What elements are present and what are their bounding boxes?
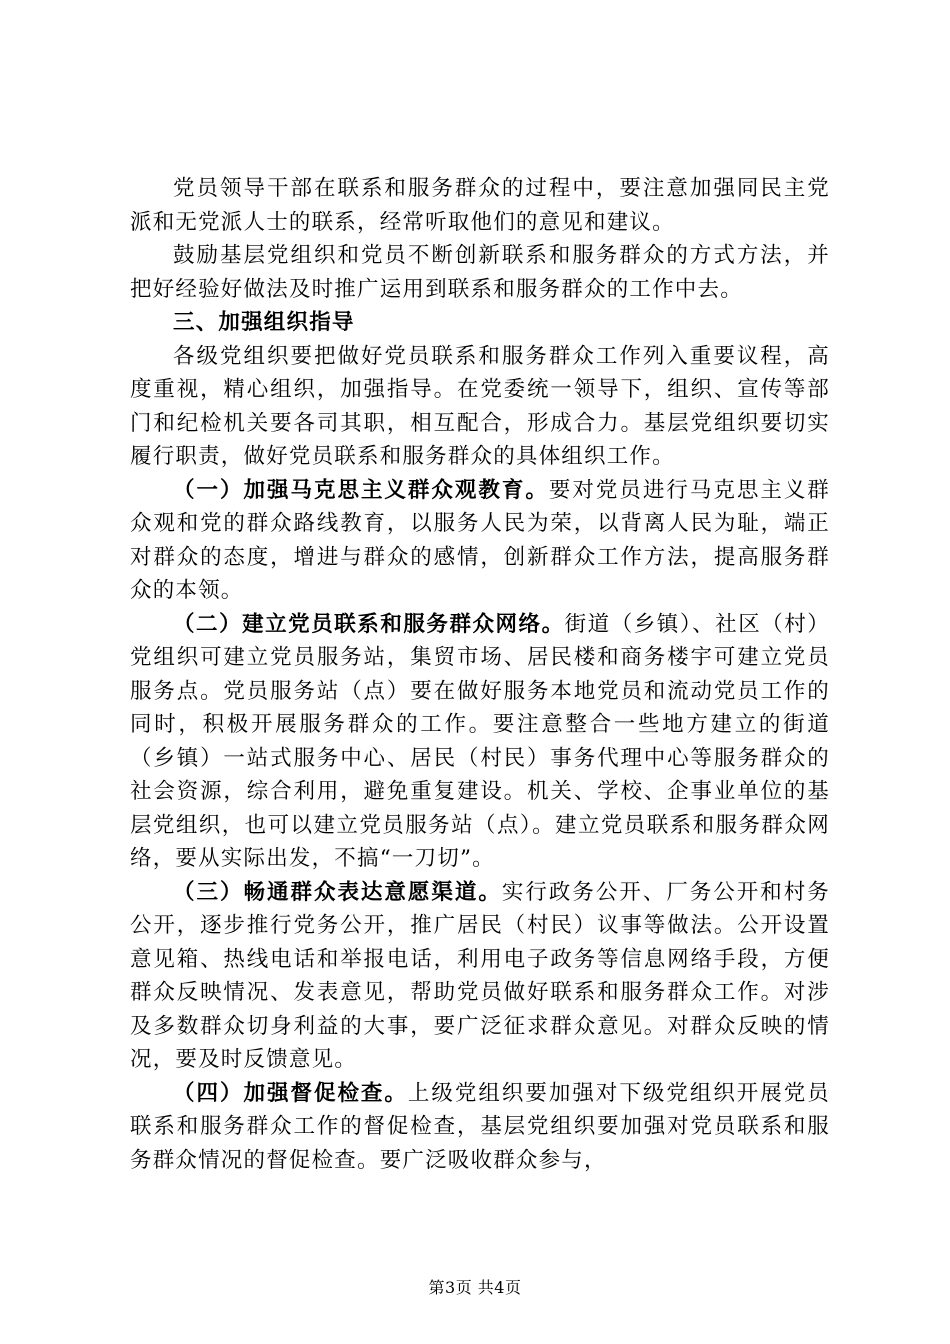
paragraph-7 (130, 1077, 830, 1178)
paragraph-7-text: 上级党组织要加强对下级党组织开展党员联系和服务群众工作的督促检查，基层党组织要加强对党员联系和服务群众情况的督促检查。要广泛吸收群众参与， (130, 1080, 830, 1173)
paragraph-6-text: 实行政务公开、厂务公开和村务公开，逐步推行党务公开，推广居民（村民）议事等做法。公开设置意见箱、热线电话和举报电话，利用电子政务等信息网络手段，方便群众反映情况、发表意见，帮助党员做好联系和服务群众工作。对涉及多数群众切身利益的大事，要广泛征求群众意见。对群众反映的情况，要及时反馈意见。 (130, 879, 830, 1072)
paragraph-5-text: 街道（乡镇）、社区（村）党组织可建立党员服务站，集贸市场、居民楼和商务楼宇可建立党员服务点。党员服务站（点）要在做好服务本地党员和流动党员工作的同时，积极开展服务群众的工作。要注意整合一些地方建立的街道（乡镇）一站式服务中心、居民（村民）事务代理中心等服务群众的社会资源，综合利用，避免重复建设。机关、学校、企事业单位的基层党组织，也可以建立党员服务站（点）。建立党员联系和服务群众网络，要从实际出发，不搞“一刀切”。 (130, 611, 830, 871)
paragraph-5-lead: （二）建立党员联系和服务群众网络。 (173, 611, 565, 637)
paragraph-2: 鼓励基层党组织和党员不断创新联系和服务群众的方式方法，并把好经验好做法及时推广运用到联系和服务群众的工作中去。 (130, 243, 830, 302)
paragraph-4 (130, 474, 830, 608)
paragraph-7-lead: （四）加强督促检查。 (173, 1080, 408, 1106)
paragraph-3: 各级党组织要把做好党员联系和服务群众工作列入重要议程，高度重视，精心组织，加强指导。在党委统一领导下，组织、宣传等部门和纪检机关要各司其职，相互配合，形成合力。基层党组织要切实履行职责，做好党员联系和服务群众的具体组织工作。 (130, 343, 830, 469)
paragraph-4-lead: （一）加强马克思主义群众观教育。 (173, 477, 549, 503)
section-heading: 三、加强组织指导 (173, 310, 355, 335)
paragraph-1: 党员领导干部在联系和服务群众的过程中，要注意加强同民主党派和无党派人士的联系，经常听取他们的意见和建议。 (130, 176, 830, 235)
paragraph-4-text: 要对党员进行马克思主义群众观和党的群众路线教育，以服务人民为荣，以背离人民为耻，端正对群众的态度，增进与群众的感情，创新群众工作方法，提高服务群众的本领。 (130, 477, 831, 603)
page-number-footer: 第3页 共4页 (428, 1278, 522, 1297)
paragraph-5 (130, 608, 830, 876)
paragraph-6 (130, 876, 830, 1077)
document-body (130, 172, 830, 1177)
paragraph-6-lead: （三）畅通群众表达意愿渠道。 (173, 879, 502, 905)
